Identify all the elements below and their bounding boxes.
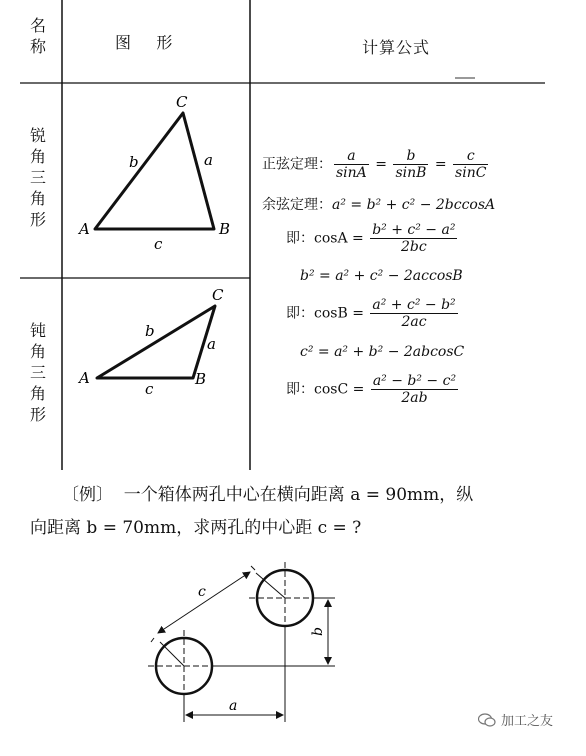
side-b: b — [145, 322, 155, 340]
cosine-law-label: 余弦定理： — [262, 197, 332, 213]
sine-law: 正弦定理： $\frac{a}{\sin A}$ = $\frac{b}{\sin B}$ = $\frac{c}{\sin C}$ — [262, 148, 487, 181]
label-a: a — [229, 698, 238, 714]
row-name-obtuse: 钝角三角形 — [29, 321, 46, 424]
side-a: a — [207, 335, 216, 353]
vertex-c: C — [212, 286, 224, 304]
label-b: b — [310, 627, 326, 636]
cosC-formula: 即：cosC = $\frac{\text{a² − b² − c²}}{2ab}$ — [286, 373, 457, 406]
example-line-2: 向距离 b = 70mm，求两孔的中心距 c = ? — [30, 518, 362, 538]
wechat-icon — [478, 713, 496, 727]
vertex-a: A — [79, 220, 90, 238]
cosB-formula: 即：cosB = $\frac{\text{a² + c² − b²}}{2ac}$ — [286, 297, 456, 330]
side-b: b — [129, 153, 139, 171]
vertex-b: B — [219, 220, 231, 238]
cosine-law-c: c² = a² + b² − 2abcosC — [300, 344, 465, 360]
side-c: c — [154, 235, 163, 253]
side-c: c — [145, 380, 154, 398]
example-line-1: 〔例〕 一个箱体两孔中心在横向距离 a = 90mm，纵 — [62, 485, 474, 505]
vertex-b: B — [195, 370, 207, 388]
side-a: a — [204, 151, 213, 169]
header-name: 名称 — [29, 16, 46, 56]
fraction: $\frac{a}{\sin A}$ — [336, 148, 367, 181]
header-formula: 计算公式 — [362, 38, 431, 57]
cosA-formula: 即：cosA = $\frac{\text{b² + c² − a²}}{2bc}$ — [286, 222, 456, 255]
fraction: $\frac{\text{b² + c² − a²}}{2bc}$ — [372, 222, 456, 255]
watermark-text: 加工之友 — [501, 714, 554, 729]
cosine-law-a: 余弦定理：a² = b² + c² − 2bccosA — [262, 197, 496, 213]
fraction: $\frac{c}{\sin C}$ — [455, 148, 487, 181]
vertex-c: C — [176, 93, 188, 111]
cosine-law-b: b² = a² + c² − 2accosB — [300, 268, 463, 284]
row-name-acute: 锐角三角形 — [29, 126, 46, 229]
fraction: $\frac{\text{a² − b² − c²}}{2ab}$ — [372, 373, 457, 406]
vertex-a: A — [79, 369, 90, 387]
header-figure: 图 形 — [115, 33, 174, 52]
label-c: c — [198, 584, 206, 600]
fraction: $\frac{\text{a² + c² − b²}}{2ac}$ — [372, 297, 456, 330]
sine-law-label: 正弦定理： — [262, 156, 332, 173]
fraction: $\frac{b}{\sin B}$ — [395, 148, 427, 181]
watermark — [478, 710, 553, 729]
